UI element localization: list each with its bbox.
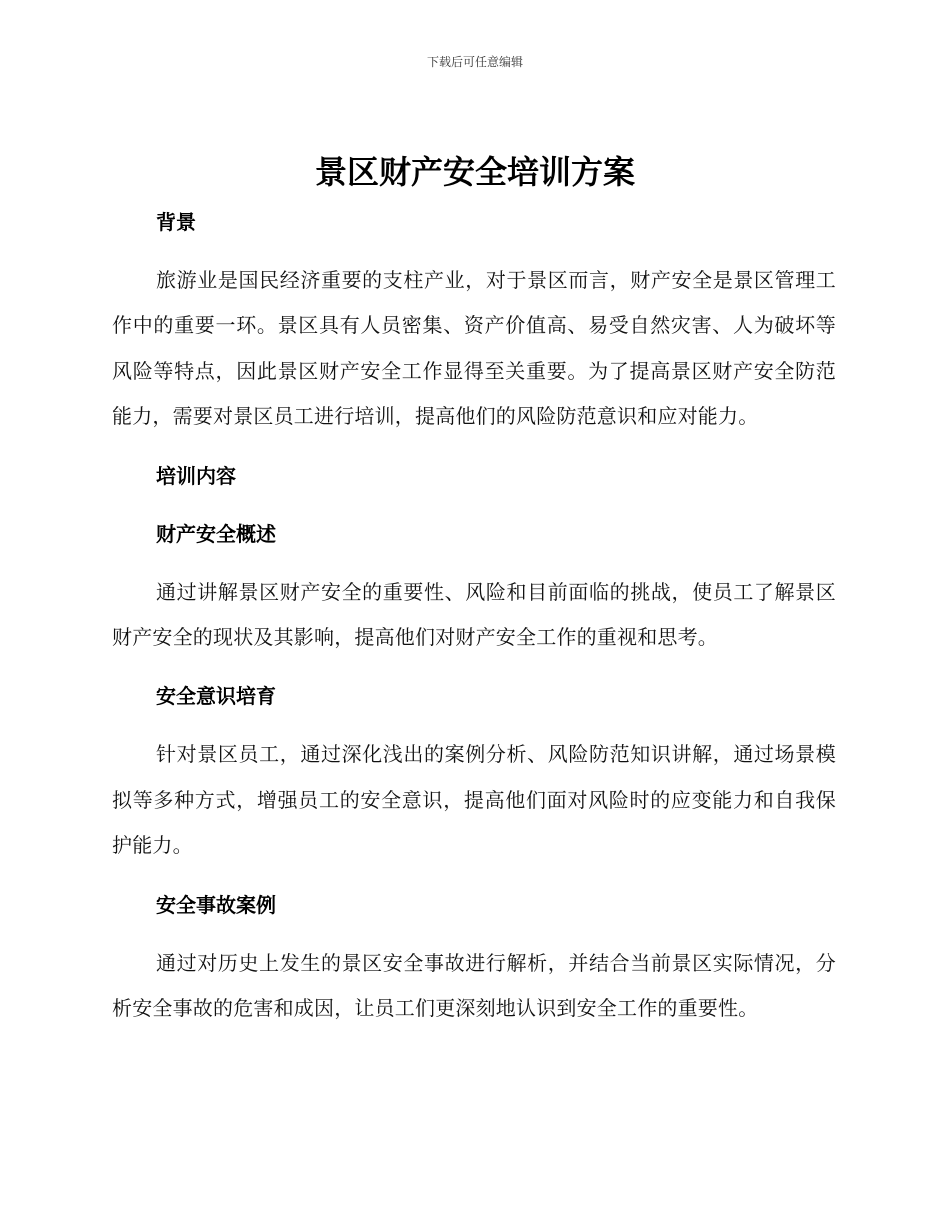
- section-heading-background: 背景: [156, 210, 196, 234]
- section-paragraph-property-safety-overview: 通过讲解景区财产安全的重要性、风险和目前面临的挑战，使员工了解景区财产安全的现状及其影响，提高他们对财产安全工作的重视和思考。: [112, 579, 836, 650]
- document-title: 景区财产安全培训方案: [314, 153, 635, 191]
- section-heading-property-safety-overview: 财产安全概述: [156, 521, 276, 546]
- document-body: [112, 200, 836, 1031]
- page-header-note: 下载后可任意编辑: [426, 55, 523, 69]
- section-paragraph-accident-cases: 通过对历史上发生的景区安全事故进行解析，并结合当前景区实际情况，分析安全事故的危害和成因，让员工们更深刻地认识到安全工作的重要性。: [112, 950, 836, 1021]
- section-heading-training-content: 培训内容: [156, 463, 236, 488]
- section-heading-accident-cases: 安全事故案例: [156, 892, 276, 917]
- section-heading-safety-awareness: 安全意识培育: [156, 684, 276, 709]
- section-paragraph-background: 旅游业是国民经济重要的支柱产业，对于景区而言，财产安全是景区管理工作中的重要一环。景区具有人员密集、资产价值高、易受自然灾害、人为破坏等风险等特点，因此景区财产安全工作显得至关重要。为了提高景区财产安全防范能力，需要对景区员工进行培训，提高他们的风险防范意识和应对能力。: [112, 268, 836, 429]
- section-paragraph-safety-awareness: 针对景区员工，通过深化浅出的案例分析、风险防范知识讲解，通过场景模拟等多种方式，增强员工的安全意识，提高他们面对风险时的应变能力和自我保护能力。: [112, 742, 836, 858]
